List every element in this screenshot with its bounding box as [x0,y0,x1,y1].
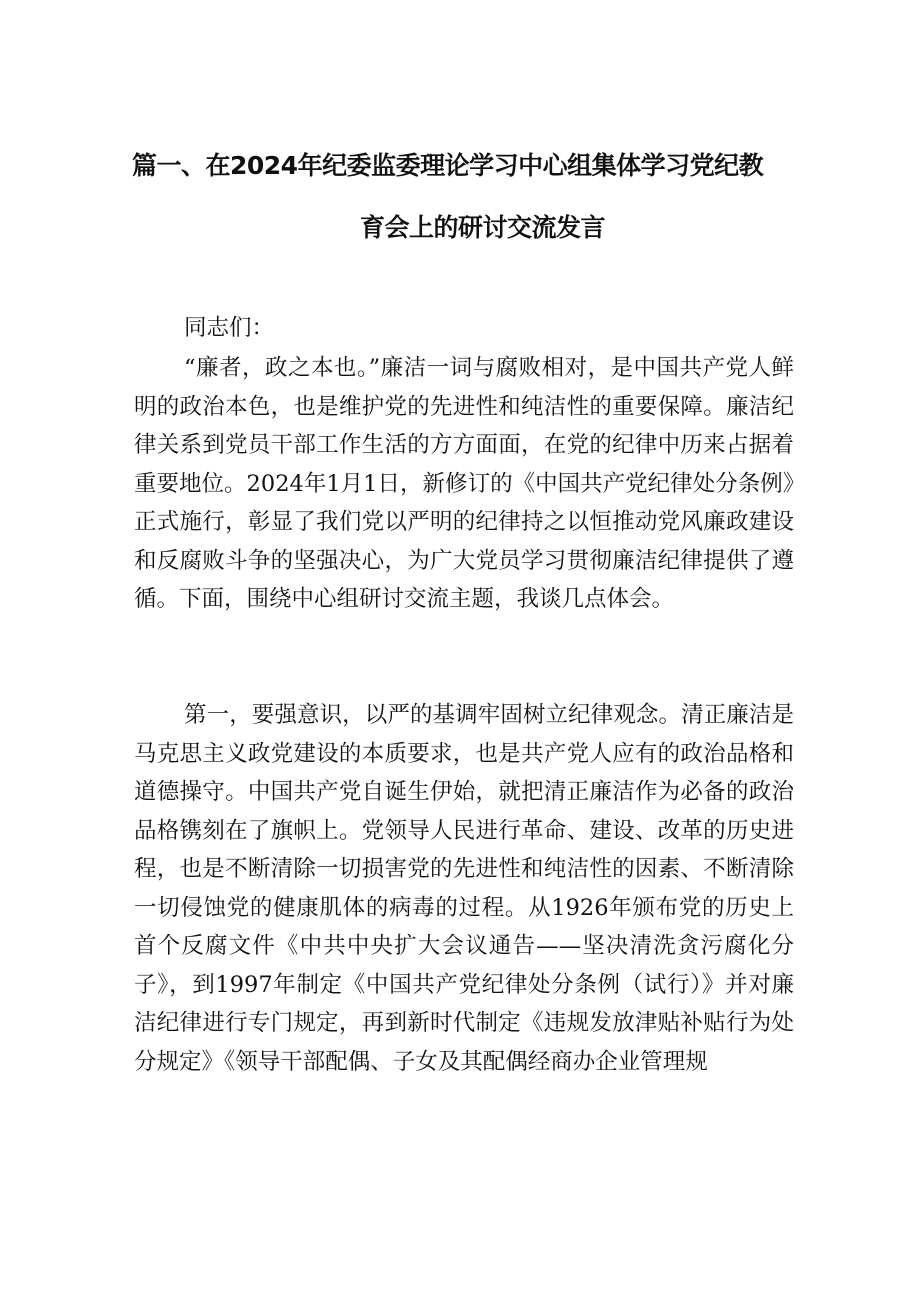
paragraph-2: 第一，要强意识，以严的基调牢固树立纪律观念。清正廉洁是马克思主义政党建设的本质要求，也是共产党人应有的政治品格和道德操守。中国共产党自诞生伊始，就把清正廉洁作为必备的政治品格镌刻在了旗帜上。党领导人民进行革命、建设、改革的历史进程，也是不断清除一切损害党的先进性和纯洁性的因素、不断清除一切侵蚀党的健康肌体的病毒的过程。从1926年颁布党的历史上首个反腐文件《中共中央扩大会议通告——坚决清洗贪污腐化分子》，到1997年制定《中国共产党纪律处分条例（试行）》并对廉洁纪律进行专门规定，再到新时代制定《违规发放津贴补贴行为处分规定》《领导干部配偶、子女及其配偶经商办企业管理规 [134,702,794,1075]
salutation: 同志们： [184,315,275,341]
paragraph-1: “廉者，政之本也。”廉洁一词与腐败相对，是中国共产党人鲜明的政治本色，也是维护党的先进性和纯洁性的重要保障。廉洁纪律关系到党员干部工作生活的方方面面，在党的纪律中历来占据着重要地位。2024年1月1日，新修订的《中国共产党纪律处分条例》正式施行，彰显了我们党以严明的纪律持之以恒推动党风廉政建设和反腐败斗争的坚强决心，为广大党员学习贯彻廉洁纪律提供了遵循。下面，围绕中心组研讨交流主题，我谈几点体会。 [134,355,794,612]
document-title-line-1: 篇一、在2024年纪委监委理论学习中心组集体学习党纪教 [132,151,764,180]
document-title-line-2: 育会上的研讨交流发言 [360,213,606,242]
